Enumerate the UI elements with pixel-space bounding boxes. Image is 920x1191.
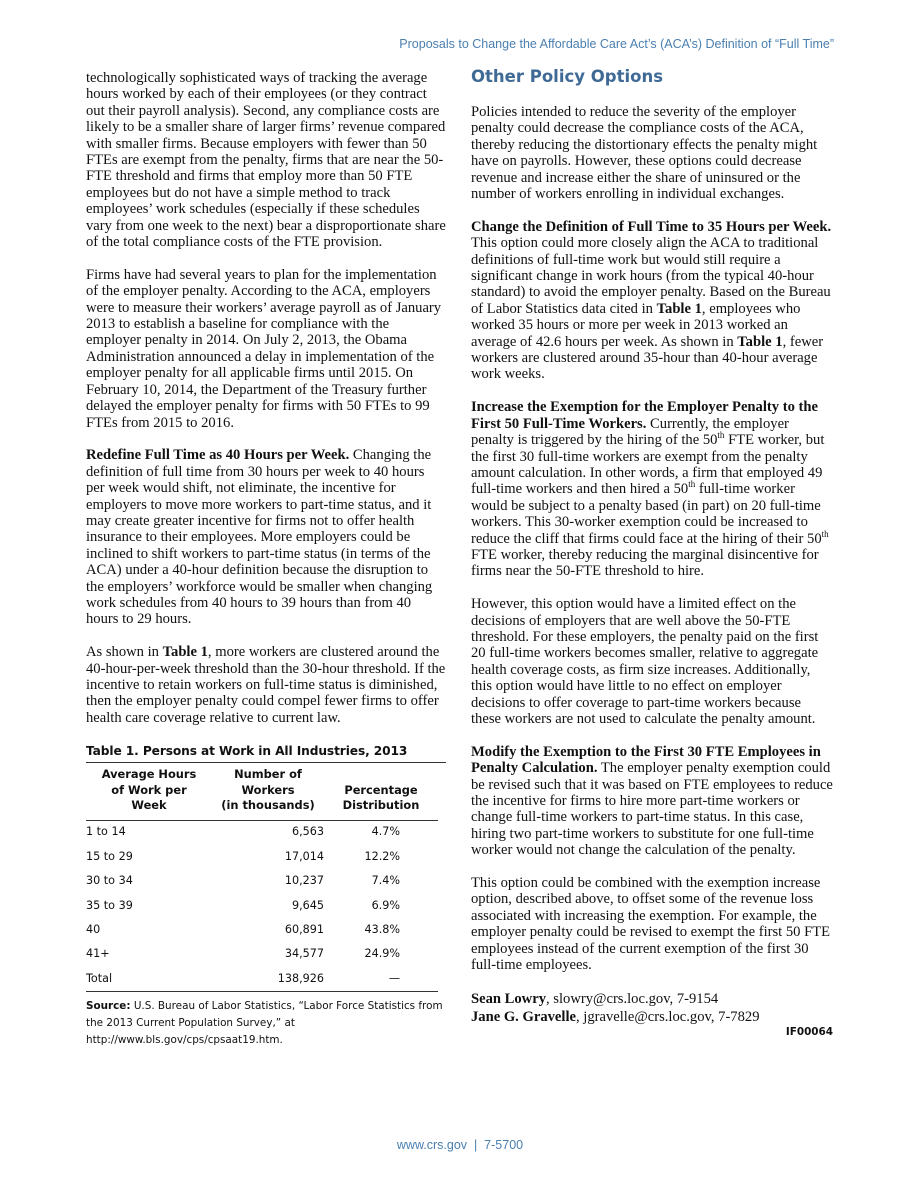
author-block xyxy=(471,990,833,1026)
running-header: Proposals to Change the Affordable Care Act’s (ACA’s) Definition of “Full Time” xyxy=(399,37,834,51)
col-header-percentage: Percentage Distribution xyxy=(324,763,438,820)
right-paragraph-1: Policies intended to reduce the severity of the employer penalty could decrease the compliance costs of the ACA, thereby reducing the distortionary effects the penalty might have on payrolls. However, these options could decrease revenue and increase either the share of uninsured or the number of workers enrolling in individual exchanges. xyxy=(471,104,818,203)
right-paragraph-4: However, this option would have a limited effect on the decisions of employers that are well above the 50-FTE threshold. For these employers, the penalty paid on the first 20 full-time workers becomes smaller, relative to aggregate health coverage costs, as firm size increases. Additionally, this option would have little to no effect on employer decisions to offer coverage to part-time workers because these workers are not used to calculate the penalty amount. xyxy=(471,596,819,727)
table-row: 15 to 29 17,014 12.2% xyxy=(86,849,400,863)
option-heading-40-hours: Redefine Full Time as 40 Hours per Week. xyxy=(86,447,350,464)
left-paragraph-2: Firms have had several years to plan for the implementation of the employer penalty. According to the ACA, employers were to measure their workers’ average payroll as of January 2013 to establish a baseline for compliance with the employer penalty in 2014. On July 2, 2013, the Obama Administration announced a delay in implementation of the employer penalty for all applicable firms until 2015. On February 10, 2014, the Department of the Treasury further delayed the employer penalty for firms with 50 FTEs to 99 FTEs from 2015 to 2016. xyxy=(86,266,442,431)
table-row: 1 to 14 6,563 4.7% xyxy=(86,825,400,839)
left-paragraph-1: technologically sophisticated ways of tracking the average hours worked by each of their employees (or they contract out their payroll analysis). Second, any compliance costs are likely to be a smaller share of larger firms’ revenue compared with smaller firms. Because employers with fewer than 50 FTEs are exempt from the penalty, firms that are near the 50-FTE threshold and firms that employ more than 50 FTE employees but do not have a simple method to track employees’ work schedules (especially if these schedules vary from one week to the next) bear a disproportionate share of the total compliance costs of the FTE provision. xyxy=(86,70,446,251)
right-paragraph-5: Modify the Exemption to the First 30 FTE Employees in Penalty Calculation. The employer penalty exemption could be revised such that it was based on FTE employees to reduce the incentive for firms to hire more part-time workers or change full-time workers to part-time status. In this case, hiring two part-time workers to substitute for one full-time worker would not change the calculation of the penalty. xyxy=(471,743,833,859)
table-total-row: Total 138,926 — xyxy=(86,967,438,992)
right-paragraph-2: Change the Definition of Full Time to 35 Hours per Week. This option could more closely align the ACA to traditional definitions of full-time work but would still require a significant change in work hours (from the typical 40-hour standard) to avoid the employer penalty. Based on the Bureau of Labor Statistics data cited in Table 1, employees who worked 35 hours or more per week in 2013 worked an average of 42.6 hours per week. As shown in Table 1, fewer workers are clustered around 35-hour than 40-hour average work weeks. xyxy=(471,218,832,383)
table-row: 30 to 34 10,237 7.4% xyxy=(86,874,400,888)
option-heading-35-hours: Change the Definition of Full Time to 35 Hours per Week. xyxy=(471,218,832,235)
col-header-workers: Number of Workers (in thousands) xyxy=(212,763,324,820)
table-row: 41+ 34,577 24.9% xyxy=(86,947,400,961)
right-column xyxy=(471,67,833,1040)
document-code: IF00064 xyxy=(785,1025,833,1038)
right-paragraph-3: Increase the Exemption for the Employer Penalty to the First 50 Full-Time Workers. Currently, the employer penalty is triggered by the hiring of the 50th FTE worker, but the first 30 full-time workers are exempt from the penalty amount calculation. In other words, a firm that employed 49 full-time workers and then hired a 50th full-time worker would be subject to a penalty based (in part) on 20 full-time workers. This 30-worker exemption could be increased to reduce the cliff that firms could face at the hiring of their 50th FTE worker, thereby reducing the marginal disincentive for firms near the 50-FTE threshold to hire. xyxy=(471,399,829,580)
right-paragraph-6: This option could be combined with the exemption increase option, described above, to offset some of the revenue loss associated with increasing the exemption. For example, the employer penalty could be revised to exempt the first 50 FTE employees instead of the current exemption of the first 30 full-time employees. xyxy=(471,875,831,974)
data-table xyxy=(86,763,438,992)
section-heading: Other Policy Options xyxy=(471,67,664,86)
table-reference: Table 1 xyxy=(656,300,702,317)
left-column xyxy=(86,70,446,1049)
page-footer xyxy=(0,1138,920,1152)
col-header-hours: Average Hours of Work per Week xyxy=(86,763,212,820)
table-row: 35 to 39 9,645 6.9% xyxy=(86,898,400,912)
table-header-row xyxy=(86,763,438,820)
author-line: Sean Lowry, slowry@crs.loc.gov, 7-9154 xyxy=(471,990,719,1007)
table-1 xyxy=(86,743,446,1050)
left-paragraph-4: As shown in Table 1, more workers are clustered around the 40-hour-per-week threshold than the 30-hour threshold. If the incentive to retain workers on full-time status is diminished, then the employer penalty could compel fewer firms to offer health care coverage relative to current law. xyxy=(86,644,446,726)
table-reference: Table 1 xyxy=(162,644,208,661)
table-row: 40 60,891 43.8% xyxy=(86,923,400,937)
table-caption: Table 1. Persons at Work in All Industries, 2013 xyxy=(86,743,446,763)
footer-text: www.crs.gov | 7-5700 xyxy=(396,1138,524,1152)
author-line: Jane G. Gravelle, jgravelle@crs.loc.gov, 7-7829 xyxy=(471,1008,760,1025)
option-heading-exemption-fte: Modify the Exemption to the First 30 FTE Employees in Penalty Calculation. xyxy=(471,743,821,777)
option-heading-exemption-50: Increase the Exemption for the Employer Penalty to the First 50 Full-Time Workers. xyxy=(471,399,818,432)
left-paragraph-3: Redefine Full Time as 40 Hours per Week. Changing the definition of full time from 30 hours per week to 40 hours per week would shift, not eliminate, the incentive for employers to move more workers to part-time status, and it may create greater incentive for firms not to offer health insurance to their employees. More employers could be inclined to shift workers to part-time status (in terms of the ACA) under a 40-hour definition because the disruption to the employers’ workforce would be smaller when changing work schedules from 40 hours to 39 hours than from 40 hours to 29 hours. xyxy=(86,447,433,628)
table-source: Source: U.S. Bureau of Labor Statistics, “Labor Force Statistics from the 2013 Current Population Survey,” at http://www.bls.gov/cps/cpsaat19.htm. xyxy=(86,1000,443,1047)
table-reference: Table 1 xyxy=(737,333,783,350)
